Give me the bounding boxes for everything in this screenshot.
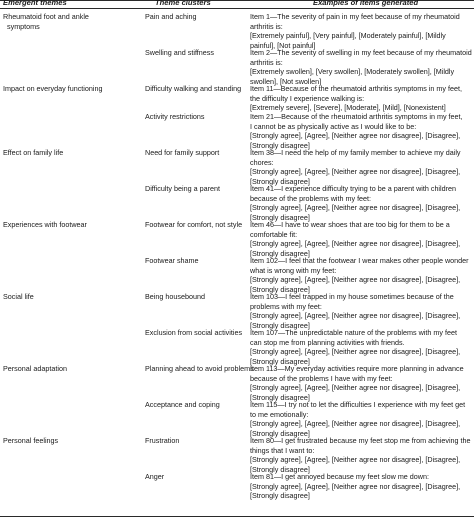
row-6-example-line-1: Item 41—I experience difficulty trying to be a parent with children xyxy=(250,184,457,193)
row-1-theme-line-2: symptoms xyxy=(7,21,40,31)
row-8-example-line-3: [Strongly agree], [Agree], [Neither agree nor disagree], [Disagree], xyxy=(250,275,461,285)
row-10-cluster-line-1: Exclusion from social activities xyxy=(145,328,243,337)
row-7-example-line-1: Item 46—I have to wear shoes that are too big for them to be a xyxy=(250,220,450,229)
row-8-example-line-4: [Strongly disagree] xyxy=(250,284,310,294)
row-13-example-line-3: [Strongly agree], [Agree], [Neither agree nor disagree], [Disagree], xyxy=(250,455,461,465)
row-3-example-line-1: Item 11—Because of the rheumatoid arthritis symptoms in my feet, xyxy=(250,84,462,93)
row-12-example-line-4: [Strongly disagree] xyxy=(250,428,310,438)
row-4-example-line-1: Item 21—Because of the rheumatoid arthritis symptoms in my feet, xyxy=(250,112,463,121)
row-4-example-line-2: I cannot be as physically active as I would like to be: xyxy=(250,121,417,131)
row-12-example-line-2: to me emotionally: xyxy=(250,409,309,419)
row-10-example-line-4: [Strongly disagree] xyxy=(250,356,310,366)
row-2-example-line-2: arthritis is: xyxy=(250,57,283,67)
row-13-example-line-4: [Strongly disagree] xyxy=(250,464,310,474)
header-rule xyxy=(0,8,474,9)
row-8-example-line-2: what is wrong with my feet: xyxy=(250,265,337,275)
row-11-example-line-4: [Strongly disagree] xyxy=(250,392,310,402)
row-1-example-line-1: Item 1—The severity of pain in my feet because of my rheumatoid xyxy=(250,12,460,21)
row-2-example-line-4: swollen], [Not swollen] xyxy=(250,76,322,86)
row-2-cluster-line-1: Swelling and stiffness xyxy=(145,48,214,57)
row-10-example-line-2: can stop me from planning activities with friends. xyxy=(250,337,405,347)
row-14-example-line-3: [Strongly disagree] xyxy=(250,491,310,501)
row-7-theme-line-1: Experiences with footwear xyxy=(3,220,87,229)
row-9-example-line-4: [Strongly disagree] xyxy=(250,320,310,330)
row-1-example-line-4: painful], [Not painful] xyxy=(250,40,316,50)
row-7-cluster-line-1: Footwear for comfort, not style xyxy=(145,220,243,229)
row-12-example-line-1: Item 115—I try not to let the difficulties I experience with my feet get xyxy=(250,400,466,409)
row-5-theme-line-1: Effect on family life xyxy=(3,148,64,157)
row-9-example-line-1: Item 103—I feel trapped in my house sometimes because of the xyxy=(250,292,454,301)
row-5-example-line-3: [Strongly agree], [Agree], [Neither agree nor disagree], [Disagree], xyxy=(250,167,461,177)
row-4-example-line-4: [Strongly disagree] xyxy=(250,140,310,150)
header-emergent-themes: Emergent themes xyxy=(3,0,67,7)
row-11-example-line-3: [Strongly agree], [Agree], [Neither agree nor disagree], [Disagree], xyxy=(250,383,461,393)
row-5-example-line-2: chores: xyxy=(250,157,274,167)
row-5-cluster-line-1: Need for family support xyxy=(145,148,220,157)
row-3-cluster-line-1: Difficulty walking and standing xyxy=(145,84,242,93)
row-6-cluster-line-1: Difficulty being a parent xyxy=(145,184,220,193)
row-6-example-line-2: because of the problems with my feet: xyxy=(250,193,372,203)
row-1-theme-line-1: Rheumatoid foot and ankle xyxy=(3,12,89,21)
row-9-cluster-line-1: Being housebound xyxy=(145,292,205,301)
row-4-example-line-3: [Strongly agree], [Agree], [Neither agree nor disagree], [Disagree], xyxy=(250,131,461,141)
row-1-example-line-2: arthritis is: xyxy=(250,21,283,31)
header-theme-clusters: Theme clusters xyxy=(155,0,211,7)
bottom-rule xyxy=(0,516,474,517)
row-11-theme-line-1: Personal adaptation xyxy=(3,364,67,373)
row-1-example-line-3: [Extremely painful], [Very painful], [Moderately painful], [Mildly xyxy=(250,31,446,41)
row-7-example-line-4: [Strongly disagree] xyxy=(250,248,310,258)
row-9-example-line-3: [Strongly agree], [Agree], [Neither agree nor disagree], [Disagree], xyxy=(250,311,461,321)
row-3-example-line-3: [Extremely severe], [Severe], [Moderate], [Mild], [Nonexistent] xyxy=(250,103,446,113)
row-1-cluster-line-1: Pain and aching xyxy=(145,12,197,21)
row-12-cluster-line-1: Acceptance and coping xyxy=(145,400,220,409)
row-4-cluster-line-1: Activity restrictions xyxy=(145,112,205,121)
row-7-example-line-2: comfortable fit: xyxy=(250,229,298,239)
row-7-example-line-3: [Strongly agree], [Agree], [Neither agree nor disagree], [Disagree], xyxy=(250,239,461,249)
row-14-example-line-2: [Strongly agree], [Agree], [Neither agree nor disagree], [Disagree], xyxy=(250,481,461,491)
row-14-example-line-1: Item 81—I get annoyed because my feet slow me down: xyxy=(250,472,429,481)
row-12-example-line-3: [Strongly agree], [Agree], [Neither agree nor disagree], [Disagree], xyxy=(250,419,461,429)
row-8-cluster-line-1: Footwear shame xyxy=(145,256,199,265)
row-3-theme-line-1: Impact on everyday functioning xyxy=(3,84,103,93)
row-8-example-line-1: Item 102—I feel that the footwear I wear makes other people wonder xyxy=(250,256,469,265)
row-11-example-line-1: Item 113—My everyday activities require more planning in advance xyxy=(250,364,464,373)
row-10-example-line-1: Item 107—The unpredictable nature of the problems with my feet xyxy=(250,328,457,337)
row-5-example-line-1: Item 38—I need the help of my family member to achieve my daily xyxy=(250,148,461,157)
row-3-example-line-2: the difficulty I experience walking is: xyxy=(250,93,365,103)
row-6-example-line-3: [Strongly agree], [Agree], [Neither agree nor disagree], [Disagree], xyxy=(250,203,461,213)
row-5-example-line-4: [Strongly disagree] xyxy=(250,176,310,186)
row-6-example-line-4: [Strongly disagree] xyxy=(250,212,310,222)
row-14-cluster-line-1: Anger xyxy=(145,472,165,481)
row-11-cluster-line-1: Planning ahead to avoid problems xyxy=(145,364,254,373)
row-9-example-line-2: problems with my feet: xyxy=(250,301,322,311)
row-13-example-line-1: Item 80—I get frustrated because my feet stop me from achieving the xyxy=(250,436,471,445)
row-9-theme-line-1: Social life xyxy=(3,292,34,301)
row-10-example-line-3: [Strongly agree], [Agree], [Neither agree nor disagree], [Disagree], xyxy=(250,347,461,357)
row-11-example-line-2: because of the problems I have with my feet: xyxy=(250,373,393,383)
row-13-example-line-2: things that I want to: xyxy=(250,445,315,455)
row-2-example-line-3: [Extremely swollen], [Very swollen], [Moderately swollen], [Mildly xyxy=(250,67,455,77)
row-13-cluster-line-1: Frustration xyxy=(145,436,180,445)
row-2-example-line-1: Item 2—The severity of swelling in my feet because of my rheumatoid xyxy=(250,48,472,57)
header-examples: Examples of items generated xyxy=(313,0,419,7)
row-13-theme-line-1: Personal feelings xyxy=(3,436,59,445)
